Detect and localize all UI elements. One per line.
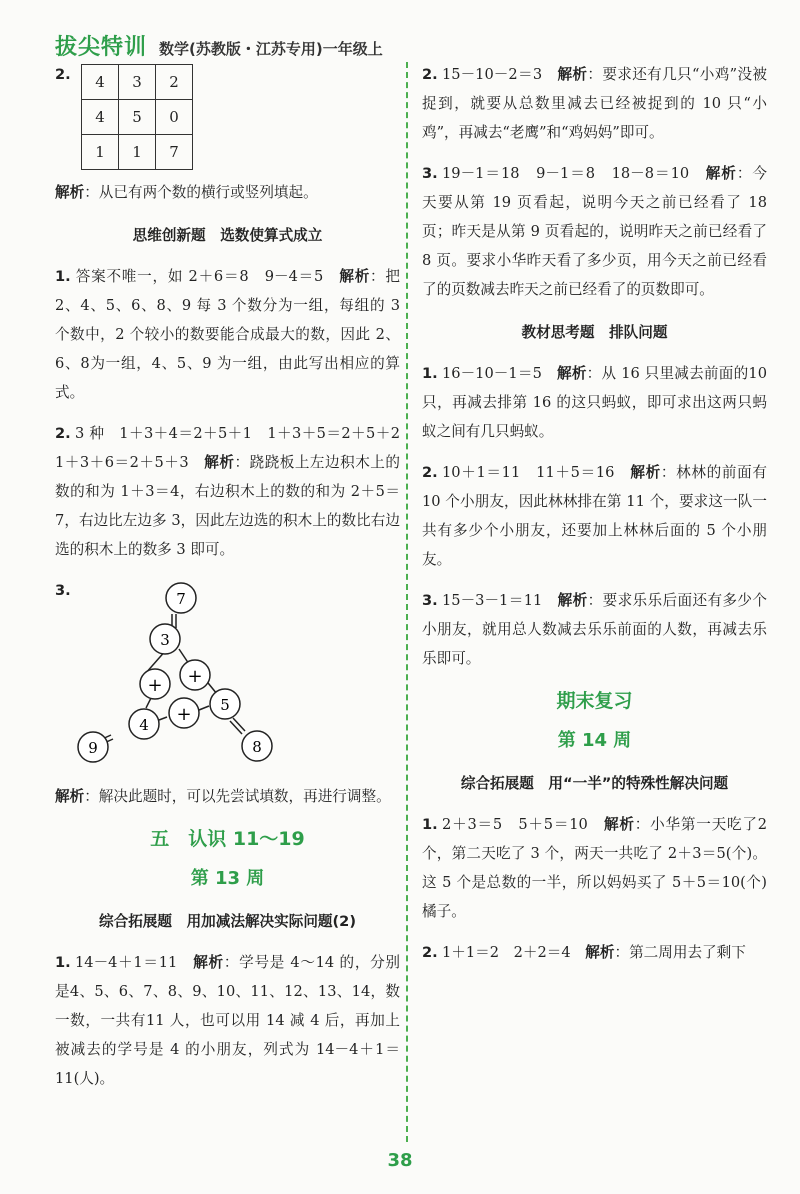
grid-cell: 0: [156, 100, 193, 135]
section-title: 综合拓展题 用“一半”的特殊性解决问题: [460, 775, 729, 792]
review-title: 期末复习: [556, 690, 633, 712]
connector: [230, 721, 242, 734]
question-number: 1.: [422, 365, 438, 382]
s1-q1: [55, 262, 400, 407]
analysis-label: 解析: [603, 816, 635, 833]
analysis-label: 解析: [557, 592, 588, 609]
grid-cell: 3: [119, 65, 156, 100]
s3-q2: [422, 458, 767, 574]
section-title: 教材思考题 排队问题: [521, 324, 668, 341]
triangle-figure: [55, 576, 400, 776]
section-title: 思维创新题 选数使算式成立: [132, 227, 323, 244]
analysis-label: 解析: [557, 66, 588, 83]
brand-title: 拔尖特训: [55, 35, 148, 60]
column-divider: [406, 62, 408, 1142]
analysis-label: 解析: [557, 365, 587, 382]
question-number: 3.: [55, 582, 71, 599]
question-number: 1.: [422, 816, 438, 833]
right-column: [422, 60, 767, 979]
answer-text: 19－1＝18 9－1＝8 18－8＝10: [442, 165, 706, 182]
triangle-diagram: [55, 576, 400, 776]
grid-cell: 1: [119, 135, 156, 170]
connector: [199, 706, 209, 710]
q2-analysis: [55, 178, 400, 207]
analysis-label: 解析: [193, 954, 224, 971]
analysis-label: 解析: [55, 184, 85, 201]
analysis-text: ：小华第一天吃了2 个，第二天吃了 3 个，两天一共吃了 2＋3＝5(个)。这 5 个是总数的一半，所以妈妈买了 5＋5＝10(个)橘子。: [422, 816, 767, 920]
plus-sign: +: [147, 675, 163, 696]
grid-cell: 4: [82, 65, 119, 100]
analysis-text: ：从 16 只里减去前面的10 只，再减去排第 16 的这只蚂蚁，即可求出这两只蚂蚁之间有几只蚂蚁。: [422, 365, 767, 440]
connector: [146, 698, 151, 708]
s3-q1: [422, 359, 767, 446]
section-title: 综合拓展题 用加减法解决实际问题(2): [99, 913, 356, 930]
grid-cell: 5: [119, 100, 156, 135]
grid-row: [82, 100, 193, 135]
analysis-text: ：跷跷板上左边积木上的数的和为 1＋3＝4，右边积木上的数的和为 2＋5＝7，右边比左边多 3，因此左边选的积木上的数比右边选的积木上的数多 3 即可。: [55, 454, 400, 558]
node-value: 7: [176, 590, 186, 608]
analysis-text: ：林林的前面有10 个小朋友，因此林林排在第 11 个，要求这一队一共有多少个小朋友，还要加上林林后面的 5 个小朋友。: [422, 464, 767, 568]
answer-text: 2＋3＝5 5＋5＝10: [442, 816, 604, 833]
answer-text: 3 种 1＋3＋4＝2＋5＋1 1＋3＋5＝2＋5＋2 1＋3＋6＝2＋5＋3: [55, 425, 415, 471]
question-number: 1.: [55, 268, 71, 285]
s3-q3: [422, 586, 767, 673]
plus-sign: +: [187, 666, 203, 687]
answer-text: 1＋1＝2 2＋2＝4: [442, 944, 586, 961]
s1-q2: [55, 419, 415, 564]
connector: [159, 717, 167, 720]
page-number: 38: [387, 1150, 413, 1171]
answer-text: 10＋1＝11 11＋5＝16: [442, 464, 631, 481]
analysis-text: ：解决此题时，可以先尝试填数，再进行调整。: [84, 788, 391, 805]
plus-sign: +: [176, 704, 192, 725]
grid-row: [82, 135, 193, 170]
analysis-text: ：从已有两个数的横行或竖列填起。: [84, 184, 318, 201]
page-header: [55, 30, 383, 64]
question-number: 1.: [55, 954, 71, 971]
grid-cell: 7: [156, 135, 193, 170]
analysis-label: 解析: [204, 454, 235, 471]
node-value: 3: [160, 631, 170, 649]
analysis-label: 解析: [55, 788, 85, 805]
question-number: 3.: [422, 165, 438, 182]
analysis-text: ：要求乐乐后面还有多少个小朋友，就用总人数减去乐乐前面的人数，再减去乐乐即可。: [422, 592, 767, 667]
grid-row: [82, 65, 193, 100]
answer-text: 16－10－1＝5: [442, 365, 558, 382]
answer-text: 14－4＋1＝11: [75, 954, 194, 971]
q2-block: [55, 60, 400, 178]
analysis-text: ：把2、4、5、6、8、9 每 3 个数分为一组，每组的 3 个数中，2 个较小的数要能合成最大的数，因此 2、6、8为一组，4、5、9 为一组，由此写出相应的算式。: [55, 268, 400, 401]
node-value: 9: [88, 739, 98, 757]
r-q2: [422, 60, 767, 147]
question-number: 2.: [422, 464, 438, 481]
s2-q1: [55, 948, 400, 1093]
analysis-label: 解析: [339, 268, 371, 285]
left-column: [55, 60, 415, 1105]
question-number: 2.: [55, 66, 71, 83]
number-grid: [81, 64, 193, 170]
analysis-label: 解析: [630, 464, 661, 481]
r-q3: [422, 159, 767, 304]
answer-text: 15－10－2＝3: [442, 66, 558, 83]
analysis-text: ：学号是 4～14 的，分别是4、5、6、7、8、9、10、11、12、13、14，数一数，一共有11 人，也可以用 14 减 4 后，再加上被减去的学号是 4 的小朋友，列式为 14－4＋1＝11(人)。: [55, 954, 400, 1087]
question-number: 2.: [422, 66, 438, 83]
analysis-text: ：第二周用去了剩下: [614, 944, 746, 961]
week-title: 第 14 周: [557, 730, 632, 751]
node-value: 4: [139, 716, 149, 734]
s1-q3-analysis: [55, 782, 400, 811]
answer-text: 答案不唯一，如 2＋6＝8 9－4＝5: [75, 268, 340, 285]
week-title: 第 13 周: [190, 868, 265, 889]
grid-cell: 4: [82, 100, 119, 135]
node-value: 8: [252, 738, 262, 756]
analysis-label: 解析: [585, 944, 615, 961]
s4-q1: [422, 810, 767, 926]
s4-q2: [422, 938, 767, 967]
analysis-label: 解析: [705, 165, 737, 182]
node-value: 5: [220, 696, 230, 714]
grid-cell: 1: [82, 135, 119, 170]
analysis-text: ：今天要从第 19 页看起，说明今天之前已经看了 18 页；昨天是从第 9 页看起的，说明昨天之前已经看了8 页。要求小华昨天看了多少页，用今天之前已经看了的页数减去昨天之前已经看了的页数即可。: [422, 165, 767, 298]
question-number: 2.: [422, 944, 438, 961]
grid-cell: 2: [156, 65, 193, 100]
unit-title: 五 认识 11～19: [150, 828, 305, 850]
question-number: 2.: [55, 425, 71, 442]
analysis-text: ：要求还有几只“小鸡”没被捉到，就要从总数里减去已经被捉到的 10 只“小鸡”，再减去“老鹰”和“鸡妈妈”即可。: [422, 66, 767, 141]
subject-title: 数学(苏教版・江苏专用)一年级上: [159, 40, 383, 58]
answer-text: 15－3－1＝11: [442, 592, 558, 609]
connector: [233, 718, 245, 731]
question-number: 3.: [422, 592, 438, 609]
